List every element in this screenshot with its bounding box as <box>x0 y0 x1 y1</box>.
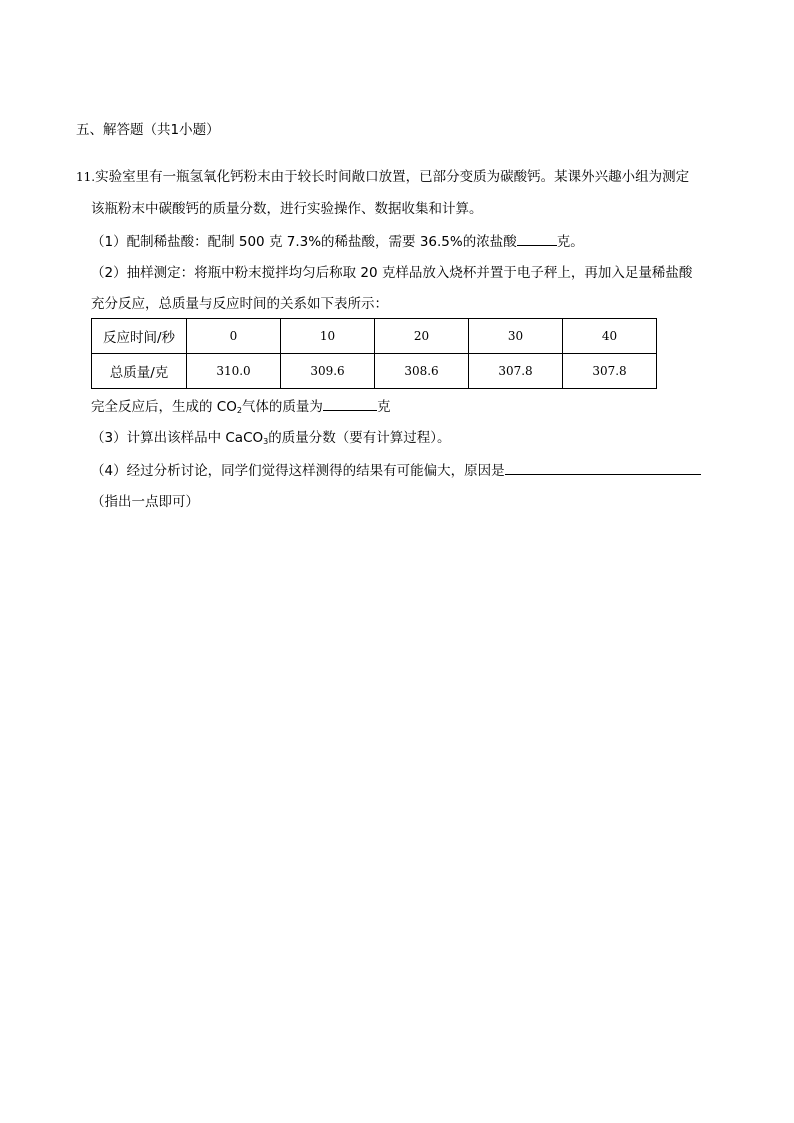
part2-line1: （2）抽样测定：将瓶中粉末搅拌均匀后称取 20 克样品放入烧杯并置于电子秤上，再加入足量稀盐酸 <box>91 265 693 281</box>
after-table-line <box>91 397 390 420</box>
caco3-subscript: 3 <box>263 437 269 446</box>
part3-text-b: 的质量分数（要有计算过程）。 <box>268 430 451 446</box>
table-cell-time: 30 <box>469 319 563 354</box>
question-stem-text: 实验室里有一瓶氢氧化钙粉末由于较长时间敞口放置，已部分变质为碳酸钙。某课外兴趣小组为测定 <box>95 169 690 185</box>
after-table-text: 完全反应后，生成的 CO <box>91 399 237 415</box>
table-cell-time: 40 <box>563 319 657 354</box>
co2-subscript: 2 <box>236 406 242 415</box>
part3 <box>91 429 450 451</box>
table-cell-mass: 310.0 <box>187 354 281 389</box>
part4-text: （4）经过分析讨论，同学们觉得这样测得的结果有可能偏大，原因是 <box>91 463 505 479</box>
reaction-data-table <box>91 318 657 389</box>
table-cell-time: 10 <box>281 319 375 354</box>
part1 <box>91 232 584 251</box>
question-number: 11. <box>76 170 96 184</box>
table-row <box>92 319 657 354</box>
table-header-time: 反应时间/秒 <box>92 319 187 354</box>
part1-text: （1）配制稀盐酸：配制 500 克 7.3%的稀盐酸，需要 36.5%的浓盐酸 <box>91 234 517 250</box>
table-cell-time: 0 <box>187 319 281 354</box>
table-cell-time: 20 <box>375 319 469 354</box>
section-title: 五、解答题（共1小题） <box>76 122 220 138</box>
part4-line2: （指出一点即可） <box>91 494 199 510</box>
table-cell-mass: 308.6 <box>375 354 469 389</box>
part1-unit: 克。 <box>556 234 584 250</box>
part4-answer-blank[interactable] <box>505 461 701 475</box>
after-table-text-b: 气体的质量为 <box>241 399 323 415</box>
part1-answer-blank[interactable] <box>517 232 557 246</box>
table-cell-mass: 307.8 <box>469 354 563 389</box>
after-table-unit: 克 <box>376 399 391 415</box>
part2-line2: 充分反应，总质量与反应时间的关系如下表所示： <box>91 296 388 312</box>
table-cell-mass: 309.6 <box>281 354 375 389</box>
question-stem-line2: 该瓶粉末中碳酸钙的质量分数，进行实验操作、数据收集和计算。 <box>91 201 483 217</box>
table-row <box>92 354 657 389</box>
question-stem-line1 <box>76 168 689 186</box>
part3-text: （3）计算出该样品中 CaCO <box>91 430 264 446</box>
part4-line1 <box>91 461 701 480</box>
co2-mass-answer-blank[interactable] <box>323 397 377 411</box>
table-cell-mass: 307.8 <box>563 354 657 389</box>
table-header-mass: 总质量/克 <box>92 354 187 389</box>
